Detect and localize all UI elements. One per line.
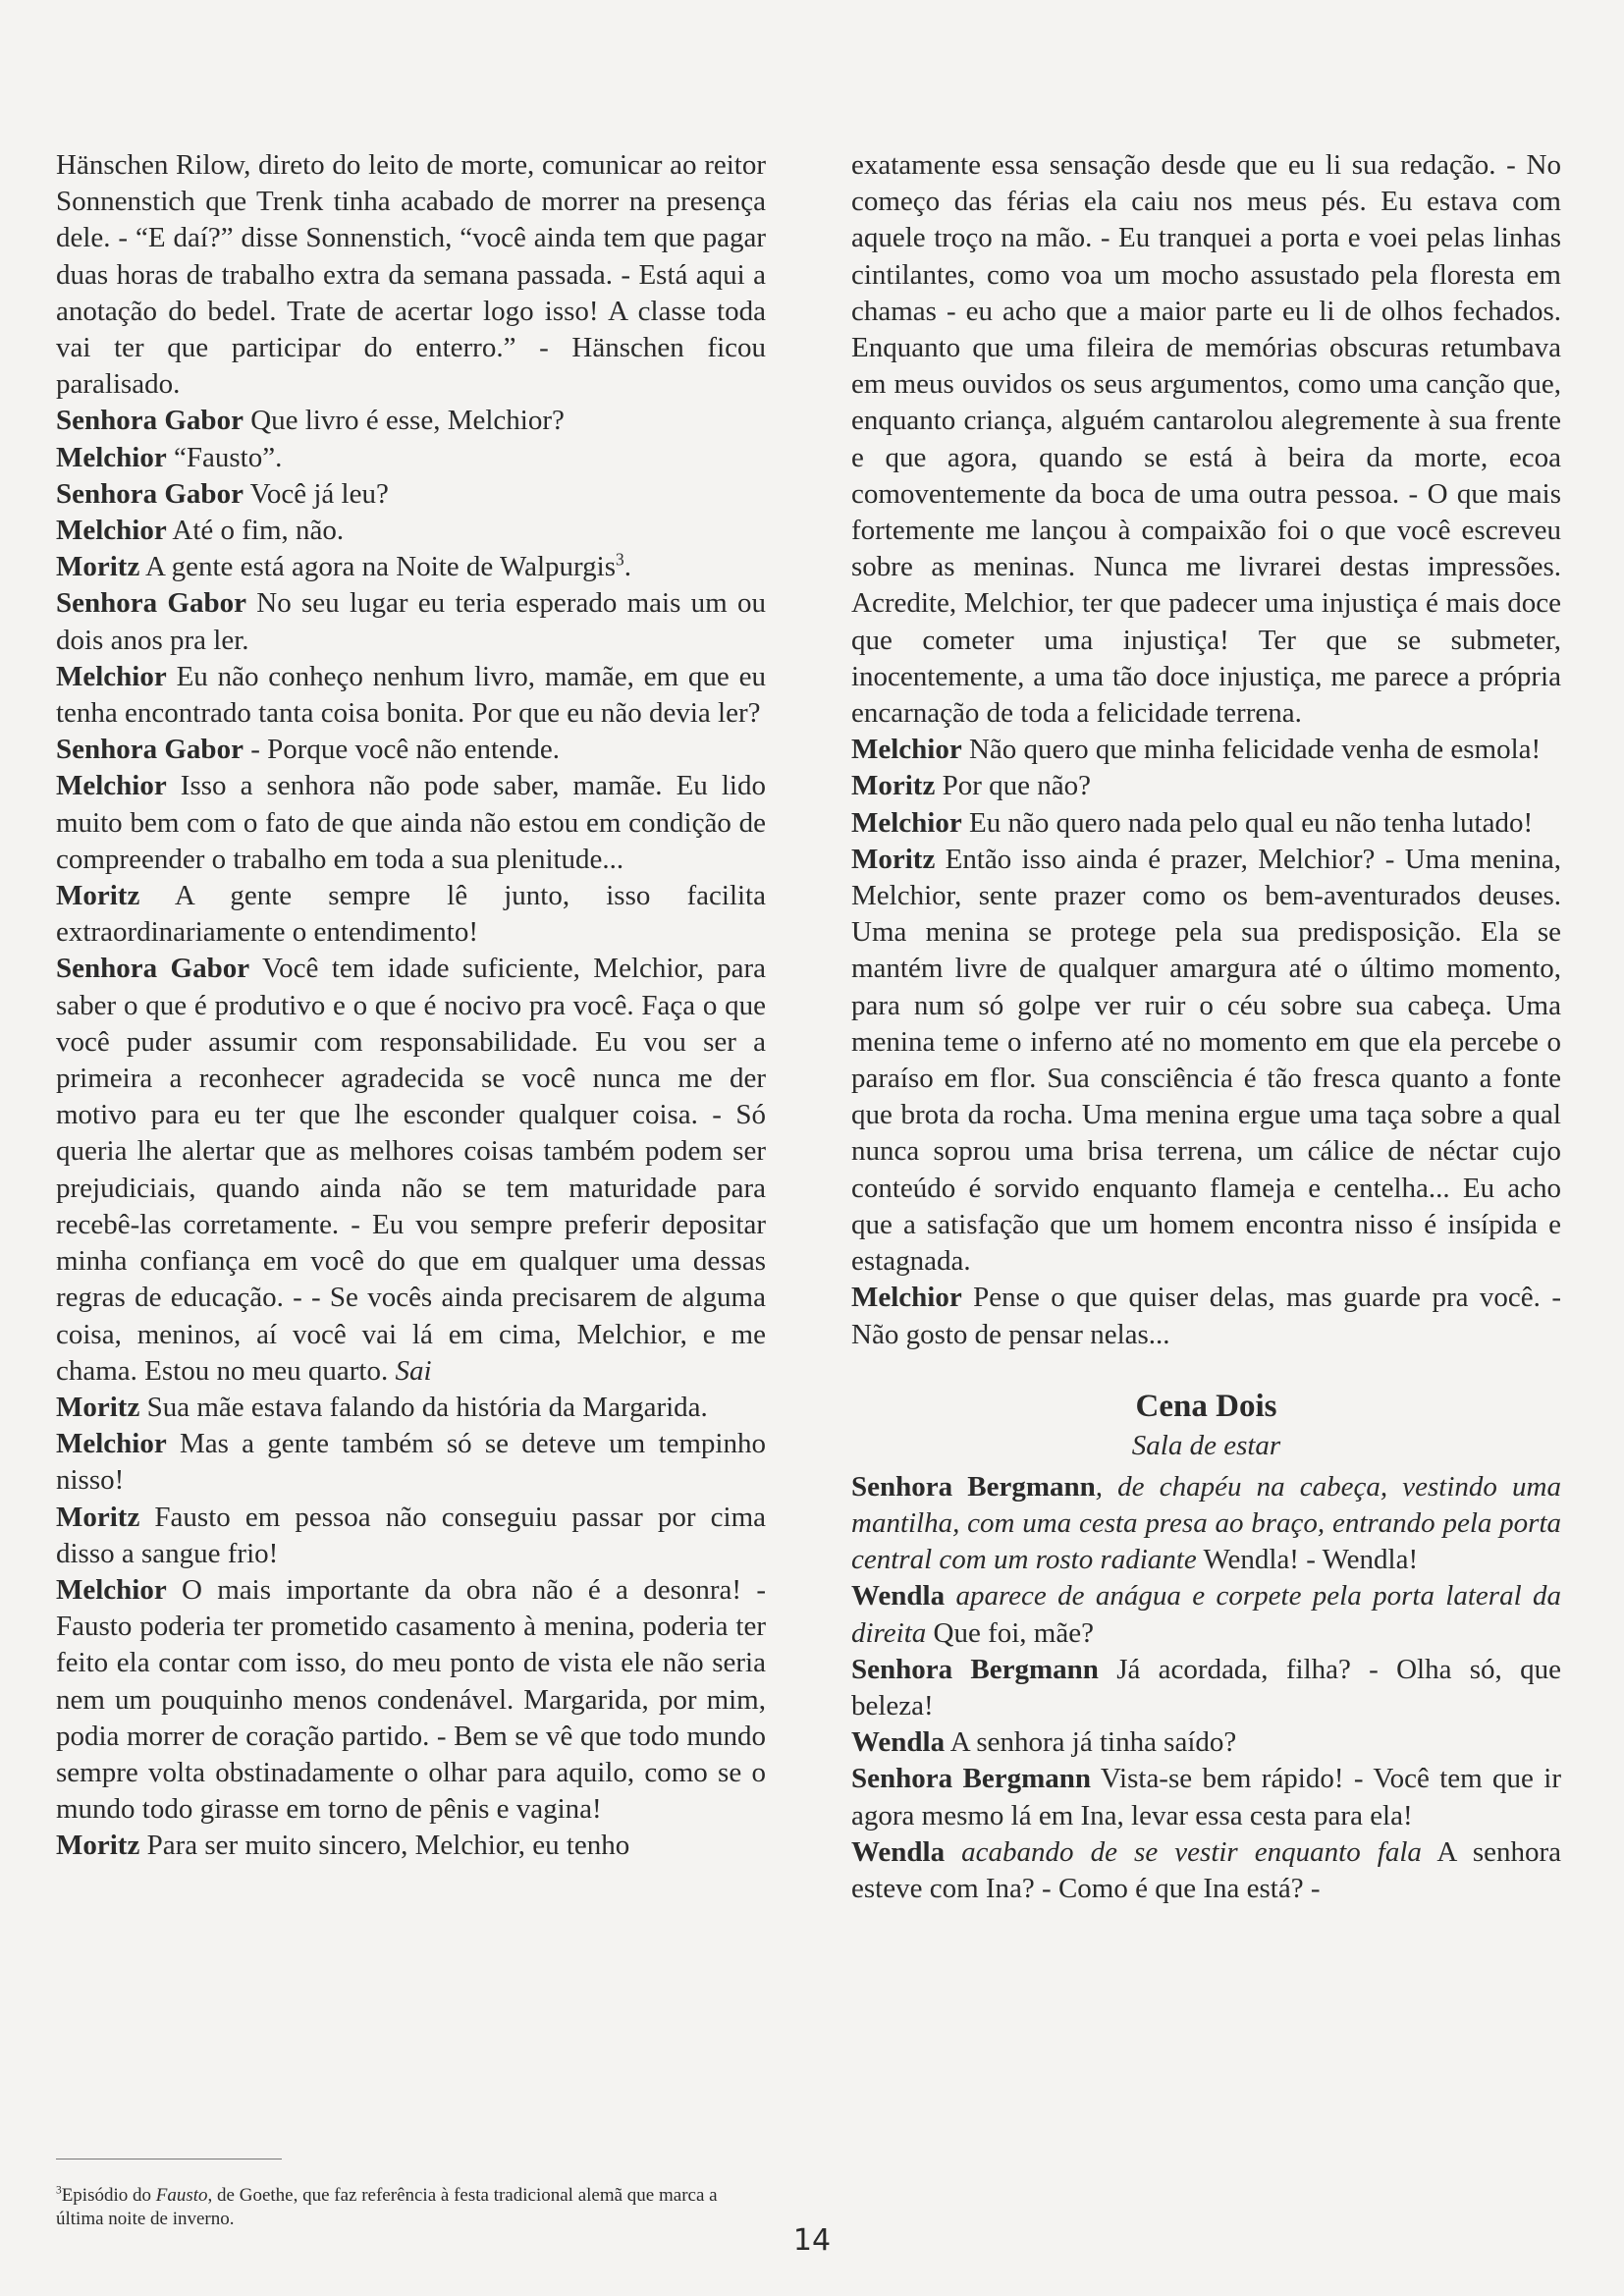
dialogue-line [56,1390,766,1426]
speaker-name: Melchior [56,660,167,692]
dialogue-line [56,878,766,951]
scene-subtitle: Sala de estar [1131,1429,1281,1461]
speaker-name: Melchior [56,770,167,802]
line-text-after: . [623,551,631,583]
line-text: Não quero que minha felicidade venha de esmola! [961,734,1542,766]
line-text: exatamente essa sensação desde que eu li sua redação. - No começo das férias ela caiu nos meus pés. Eu estava com aquele troço na mão. - Eu tranquei a porta e voei pelas linhas cintilantes, como voa um mocho assustado pela floresta em chamas - eu acho que a maior parte eu li de olhos fechados. Enquanto que uma fileira de memórias obscuras retumbava em meus ouvidos os seus argumentos, como uma canção que, enquanto criança, alguém cantarolou alegremente à sua frente e que agora, quando se está à beira da morte, ecoa comoventemente da boca de uma outra pessoa. - O que mais fortemente me lançou à compaixão foi o que você escreveu sobre as meninas. Nunca me livrarei destas impressões. Acredite, Melchior, ter que padecer uma injustiça é mais doce que cometer uma injustiça! Ter que se submeter, inocentemente, a uma tão doce injustiça, me parece a própria encarnação de toda a felicidade terrena. [851,149,1561,730]
dialogue-line [56,659,766,732]
footnote-text-before: Episódio do [61,2185,156,2206]
speaker-name: Senhora Gabor [56,477,244,510]
line-text: Sua mãe estava falando da história da Margarida. [139,1391,708,1423]
speaker-name: Melchior [56,441,167,473]
line-text: Vista-se bem rápido! - Você tem que ir agora mesmo lá em Ina, levar essa cesta para ela! [851,1763,1561,1831]
dialogue-line [56,513,766,549]
speaker-name: Senhora Gabor [56,587,246,620]
line-text: Wendla! - Wendla! [1196,1544,1419,1576]
speaker-name: Moritz [56,1391,140,1423]
line-text: Então isso ainda é prazer, Melchior? - Uma menina, Melchior, sente prazer como os bem-aventurados deuses. Uma menina se protege pela sua predisposição. Ela se mantém livre de qualquer amargura até o último momento, para num só golpe ver ruir o céu sobre sua cabeça. Uma menina teme o inferno até no momento em que ela percebe o paraíso em flor. Sua consciência é tão fresca quanto a fonte que brota da rocha. Uma menina ergue uma taça sobre a qual nunca soprou uma brisa terrena, um cálice de néctar cujo conteúdo é sorvido enquanto flameja e centelha... Eu acho que a satisfação que um homem encontra nisso é insípida e estagnada. [851,843,1561,1278]
speaker-name: Moritz [851,843,936,875]
line-text: A gente sempre lê junto, isso facilita extraordinariamente o entendimento! [56,880,766,949]
line-text: “Fausto”. [166,441,283,473]
dialogue-line [56,732,766,768]
line-text: Até o fim, não. [166,515,345,547]
stage-direction: acabando de se vestir enquanto fala [945,1835,1422,1868]
speaker-name: Senhora Gabor [56,953,250,985]
dialogue-line [56,1426,766,1499]
speaker-name: Melchior [851,734,962,766]
footnote-work-title: Fausto [155,2185,208,2206]
line-text: Mas a gente também só se deteve um tempinho nisso! [56,1428,766,1497]
speaker-name: Moritz [56,1830,140,1862]
speaker-name: Moritz [56,1501,140,1533]
speaker-name: Senhora Gabor [56,405,244,437]
line-text: Eu não quero nada pelo qual eu não tenha lutado! [961,806,1534,839]
speaker-name: Moritz [56,880,140,912]
speaker-name: Wendla [851,1726,946,1759]
stage-direction: aparece de anágua e corpete pela porta lateral da direita [851,1580,1561,1649]
speaker-name: Melchior [56,515,167,547]
dialogue-line [851,1280,1561,1352]
speaker-name: Melchior [851,806,962,839]
dialogue-line [851,1578,1561,1651]
scene-title: Cena Dois [1135,1388,1277,1424]
left-column [56,147,766,1865]
page-number: 14 [792,2223,832,2258]
line-text: A senhora já tinha saído? [945,1726,1237,1759]
line-text: - Porque você não entende. [243,734,561,766]
dialogue-line [851,768,1561,804]
dialogue-line [56,476,766,513]
dialogue-line [851,842,1561,1280]
scene-dialogue [851,1469,1561,1907]
line-text: O mais importante da obra não é a desonra! - Fausto poderia ter prometido casamento à menina, poderia ter feito ela contar com isso, do meu ponto de vista ele não seria nem um pouquinho menos condenável. Margarida, por mim, podia morrer de coração partido. - Bem se vê que todo mundo sempre volta obstinadamente o olhar para aquilo, como se o mundo todo girasse em torno de pênis e vagina! [56,1573,766,1826]
speaker-name: Senhora Bergmann [851,1653,1099,1685]
speaker-name: Melchior [56,1573,167,1606]
right-column [851,147,1561,1907]
stage-direction: , de chapéu na cabeça, vestindo uma mantilha, com uma cesta presa ao braço, entrando pela porta central com um rosto radiante [851,1470,1561,1576]
footnote-text-after: , de Goethe, que faz referência à festa tradicional alemã que marca a última noite de inverno. [56,2185,718,2229]
dialogue-line [851,1761,1561,1833]
line-text: A senhora esteve com Ina? - Como é que Ina está? - [851,1835,1561,1904]
dialogue-line [851,1724,1561,1761]
narrative-paragraph [851,147,1561,732]
line-text: A gente está agora na Noite de Walpurgis [139,551,616,583]
speaker-name: Senhora Gabor [56,734,244,766]
speaker-name: Wendla [851,1835,946,1868]
dialogue-line [851,805,1561,842]
line-text: Isso a senhora não pode saber, mamãe. Eu lido muito bem com o fato de que ainda não estou em condição de compreender o trabalho em toda a sua plenitude... [56,770,766,875]
line-text: Você tem idade suficiente, Melchior, para saber o que é produtivo e o que é nocivo pra você. Faça o que você puder assumir com responsabilidade. Eu vou ser a primeira a reconhecer agradecida se você nunca me der motivo para eu ter que lhe esconder qualquer coisa. - Só queria lhe alertar que as melhores coisas também podem ser prejudiciais, quando ainda não se tem maturidade para recebê-las corretamente. - Eu vou sempre preferir depositar minha confiança em você do que em qualquer uma dessas regras de educação. - - Se vocês ainda precisarem de alguma coisa, meninos, aí você vai lá em cima, Melchior, e me chama. Estou no meu quarto. [56,953,766,1387]
dialogue-line [56,440,766,476]
line-text: Hänschen Rilow, direto do leito de morte, comunicar ao reitor Sonnenstich que Trenk tinha acabado de morrer na presença dele. - “E daí?” disse Sonnenstich, “você ainda tem que pagar duas horas de trabalho extra da semana passada. - Está aqui a anotação do bedel. Trate de acertar logo isso! A classe toda vai ter que participar do enterro.” - Hänschen ficou paralisado. [56,149,766,401]
dialogue-line [56,549,766,585]
footnote-marker: 3 [56,2184,62,2197]
speaker-name: Melchior [56,1428,167,1460]
speaker-name: Moritz [56,551,140,583]
dialogue-line [56,1828,766,1864]
speaker-name: Senhora Bergmann [851,1763,1091,1795]
dialogue-line [56,951,766,1389]
speaker-name: Wendla [851,1580,946,1613]
dialogue-line [851,1834,1561,1907]
line-text: Para ser muito sincero, Melchior, eu tenho [139,1830,630,1862]
dialogue-line [851,1652,1561,1724]
dialogue-line [851,732,1561,768]
line-text: No seu lugar eu teria esperado mais um ou dois anos pra ler. [56,587,767,656]
line-text: Fausto em pessoa não conseguiu passar por cima disso a sangue frio! [56,1501,766,1569]
line-text: Você já leu? [243,477,389,510]
dialogue-line [851,1469,1561,1579]
footnote-reference: 3 [615,549,624,570]
dialogue-line [56,768,766,878]
line-text: Eu não conheço nenhum livro, mamãe, em que eu tenha encontrado tanta coisa bonita. Por que eu não devia ler? [56,660,766,730]
speaker-name: Moritz [851,770,936,802]
line-text: Por que não? [935,770,1091,802]
line-text: Pense o que quiser delas, mas guarde pra você. - Não gosto de pensar nelas... [851,1282,1561,1350]
line-text: Que foi, mãe? [926,1616,1094,1649]
speaker-name: Melchior [851,1282,962,1314]
narrative-paragraph [56,147,766,403]
speaker-name: Senhora Bergmann [851,1470,1096,1503]
dialogue-line [56,1500,766,1572]
stage-direction: Sai [395,1354,432,1387]
right-column-dialogue [851,147,1561,1353]
dialogue-line [56,585,766,658]
dialogue-line [56,1572,766,1828]
line-text: Já acordada, filha? - Olha só, que beleza! [851,1653,1561,1722]
line-text: Que livro é esse, Melchior? [243,405,565,437]
dialogue-line [56,403,766,439]
